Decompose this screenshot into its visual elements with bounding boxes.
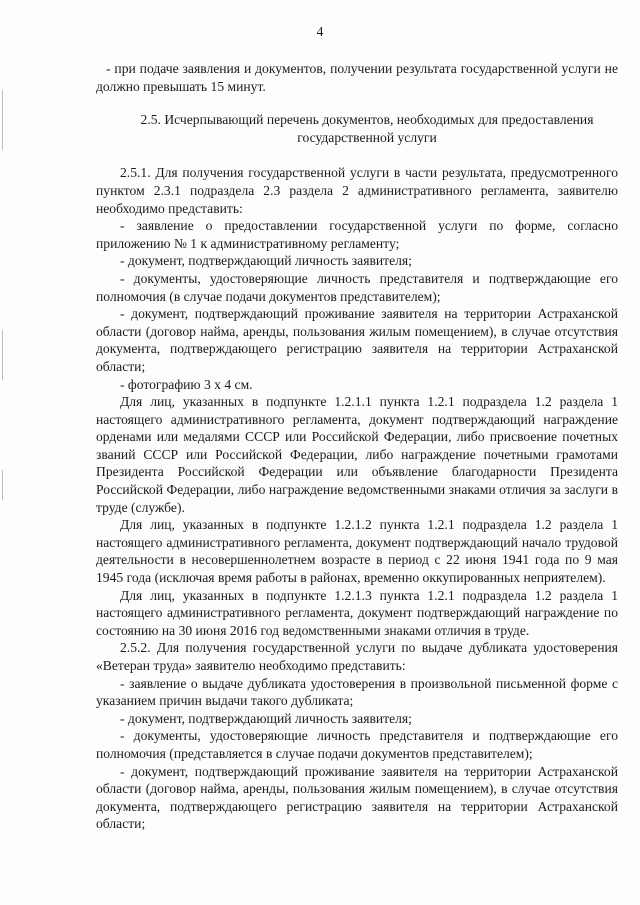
list-item: - документ, подтверждающий проживание заявителя на территории Астраханской области (договор найма, аренды, пользования жилым помещением), в случае отсутствия документа, подтверждающего регистрацию заявителя на территории Астраханской области; [96, 306, 618, 374]
scan-edge-marks [2, 0, 4, 905]
list-item: - документы, удостоверяющие личность представителя и подтверждающие его полномочия (в случае подачи документов представителем); [96, 270, 618, 304]
list-item: - заявление о предоставлении государственной услуги по форме, согласно приложению № 1 к административному регламенту; [96, 218, 618, 251]
list-item: - документ, подтверждающий личность заявителя; [120, 253, 412, 269]
paragraph: Для лиц, указанных в подпункте 1.2.1.1 пункта 1.2.1 подраздела 1.2 раздела 1 настоящего административного регламента, документ подтверждающий награждение орденами или медалями СССР или Российской Федерации, либо присвоение почетных званий СССР или Российской Федерации, либо награждение почетными грамотами Президента Российской Федерации или объявление благодарности Президента Российской Федерации, либо награждение ведомственными знаками отличия за заслуги в труде (службе). [96, 394, 618, 515]
section-heading [96, 111, 618, 146]
document-body [96, 60, 618, 833]
paragraph: Для лиц, указанных в подпункте 1.2.1.2 пункта 1.2.1 подраздела 1.2 раздела 1 настоящего административного регламента, документ подтверждающий начало трудовой деятельности в несовершеннолетнем возрасте в период с 22 июня 1941 года по 9 мая 1945 года (исключая время работы в районах, временно оккупированных неприятелем). [96, 517, 618, 586]
paragraph: Для лиц, указанных в подпункте 1.2.1.3 пункта 1.2.1 подраздела 1.2 раздела 1 настоящего административного регламента, документ подтверждающий награждение по состоянию на 30 июня 2016 год ведомственными знаками отличия в труде. [96, 587, 618, 638]
section-heading-line2: государственной услуги [297, 129, 437, 145]
paragraph-intro: - при подаче заявления и документов, получении результата государственной услуги не должно превышать 15 минут. [96, 61, 618, 94]
list-item: - фотографию 3 х 4 см. [120, 376, 253, 392]
section-heading-line1: 2.5. Исчерпывающий перечень документов, необходимых для предоставления [140, 112, 594, 128]
list-item: - документ, подтверждающий личность заявителя; [120, 710, 412, 726]
paragraph: 2.5.1. Для получения государственной услуги в части результата, предусмотренного пунктом 2.3.1 подраздела 2.3 раздела 2 административного регламента, заявителю необходимо представить: [96, 165, 618, 216]
list-item: - документ, подтверждающий проживание заявителя на территории Астраханской области (договор найма, аренды, пользования жилым помещением), в случае отсутствия документа, подтверждающего регистрацию заявителя на территории Астраханской области; [96, 763, 618, 832]
page-number: 4 [316, 24, 324, 39]
list-item: - заявление о выдаче дубликата удостоверения в произвольной письменной форме с указанием причин выдачи такого дубликата; [96, 675, 618, 709]
paragraph: 2.5.2. Для получения государственной услуги по выдаче дубликата удостоверения «Ветеран труда» заявителю необходимо представить: [96, 640, 618, 673]
list-item: - документы, удостоверяющие личность представителя и подтверждающие его полномочия (представляется в случае подачи документов представителем); [96, 728, 618, 761]
